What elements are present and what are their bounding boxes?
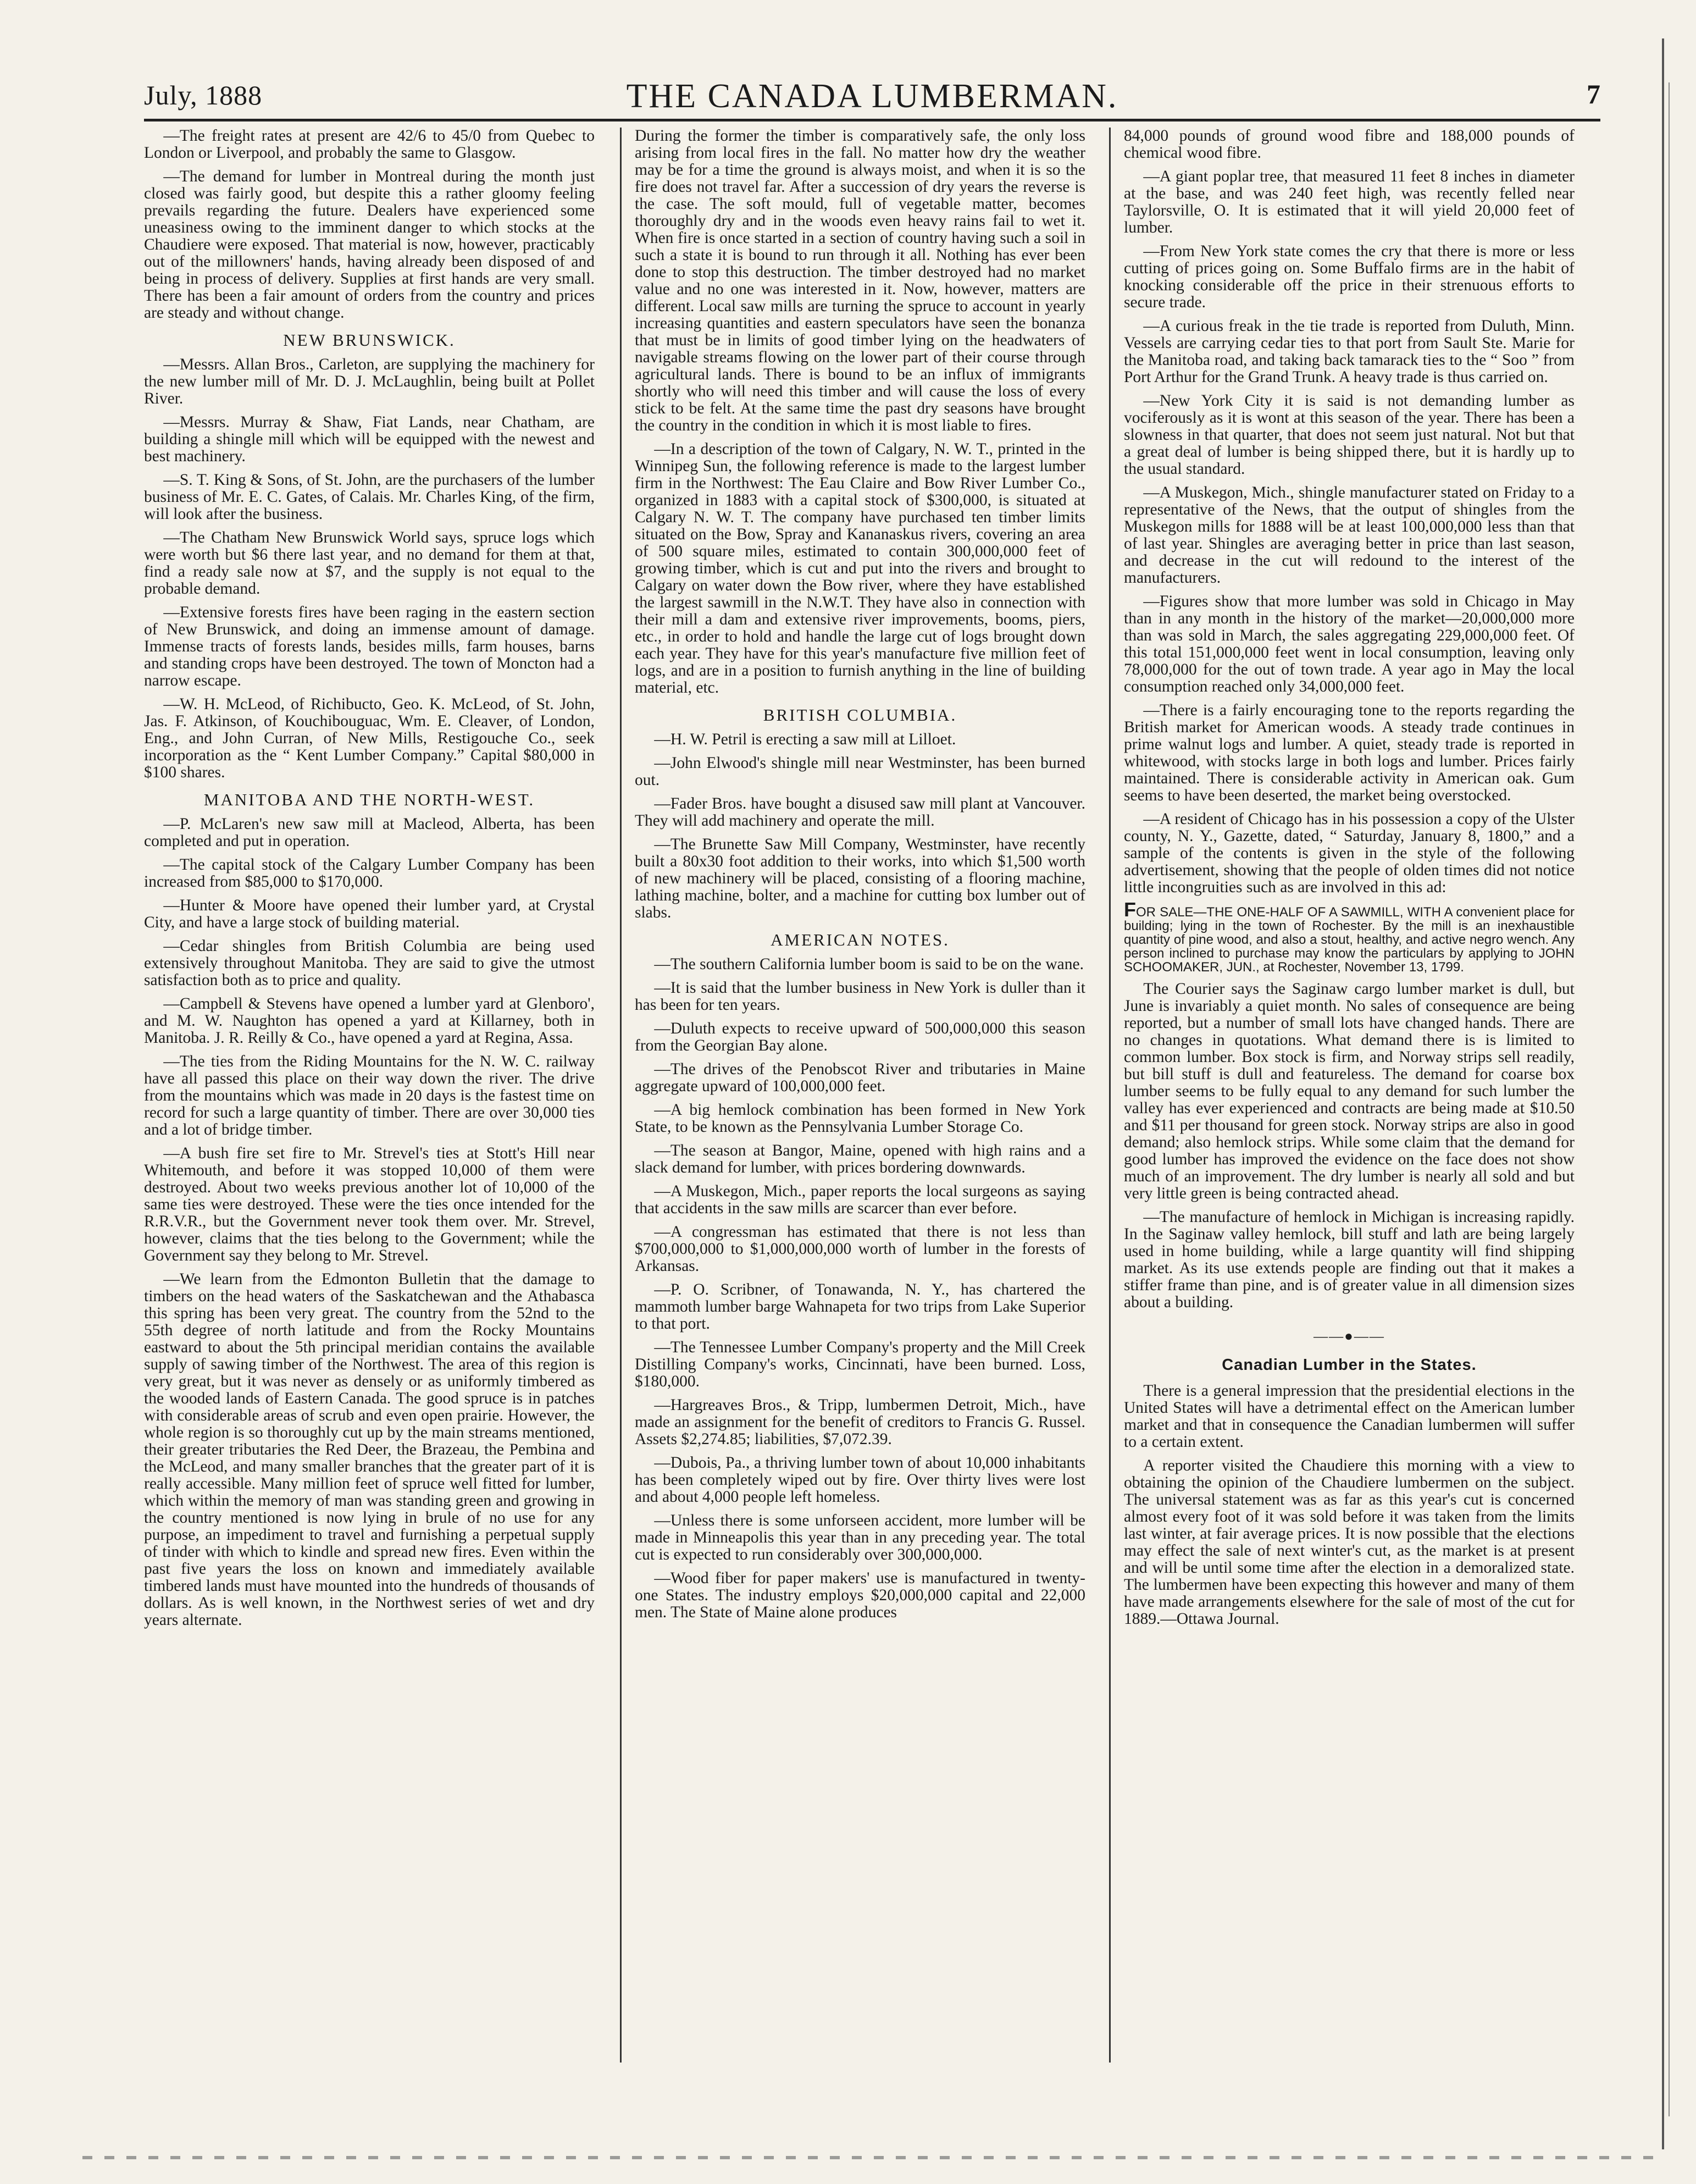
article-paragraph: —Hunter & Moore have opened their lumber yard, at Crystal City, and have a large stock of building material. xyxy=(144,897,595,931)
article-paragraph: —John Elwood's shingle mill near Westminster, has been burned out. xyxy=(635,754,1085,789)
article-paragraph: —The ties from the Riding Mountains for the N. W. C. railway have all passed this place on their way down the river. The drive from the mountains which was made in 20 days is the fastest time on record for such a large quantity of timber. There are over 30,000 ties and a lot of bridge timber. xyxy=(144,1053,595,1138)
article-paragraph: —From New York state comes the cry that there is more or less cutting of prices going on. Some Buffalo firms are in the habit of knocking considerable off the price in their strenuous efforts to secure trade. xyxy=(1124,242,1575,311)
article-paragraph: —A big hemlock combination has been formed in New York State, to be known as the Pennsylvania Lumber Storage Co. xyxy=(635,1101,1085,1136)
quoted-advertisement xyxy=(1124,898,1575,975)
article-paragraph: —In a description of the town of Calgary, N. W. T., printed in the Winnipeg Sun, the following reference is made to the largest lumber firm in the Northwest: The Eau Claire and Bow River Lumber Co., organized in 1883 with a capital stock of $300,000, is situated at Calgary N. W. T. The company have purchased ten timber limits situated on the Bow, Spray and Kananaskus rivers, covering an area of 500 square miles, estimated to contain 300,000,000 feet of growing timber, which is cut and put into the rivers and brought to Calgary on water down the Bow river, where they have established the largest sawmill in the N.W.T. They have also in connection with their mill a dam and extensive river improvements, booms, piers, etc., in order to hold and handle the large cut of logs brought down each year. They have for this year's manufacture five million feet of logs, and are in a position to furnish anything in the line of building material, etc. xyxy=(635,440,1085,696)
column-divider xyxy=(1109,128,1111,2063)
article-paragraph: —It is said that the lumber business in New York is duller than it has been for ten years. xyxy=(635,979,1085,1014)
article-paragraph: The Courier says the Saginaw cargo lumber market is dull, but June is invariably a quiet month. No sales of consequence are being reported, but a number of small lots have changed hands. There are no changes in quotations. What demand there is is limited to common lumber. Box stock is firm, and Norway strips sell readily, but bill stuff is dull and featureless. The demand for coarse box lumber seems to be fully equal to any demand for such lumber the valley has ever experienced and contracts are being made at $10.50 and $11 per thousand for green stock. Norway strips are also in good demand; also hemlock strips. While some claim that the demand for good lumber has improved the evidence on the face does not show much of an improvement. The dry lumber is nearly all sold and but very little green is being contracted ahead. xyxy=(1124,980,1575,1202)
article-paragraph: —P. McLaren's new saw mill at Macleod, Alberta, has been completed and put in operation. xyxy=(144,815,595,850)
article-paragraph: —Campbell & Stevens have opened a lumber yard at Glenboro', and M. W. Naughton has opened a yard at Killarney, both in Manitoba. J. R. Reilly & Co., have opened a yard at Regina, Assa. xyxy=(144,995,595,1047)
article-paragraph: —The drives of the Penobscot River and tributaries in Maine aggregate upward of 100,000,000 feet. xyxy=(635,1060,1085,1095)
article-paragraph: —Wood fiber for paper makers' use is manufactured in twenty-one States. The industry employs $20,000,000 capital and 22,000 men. The State of Maine alone produces xyxy=(635,1569,1085,1621)
page-edge-rule xyxy=(1662,38,1664,2149)
section-heading: AMERICAN NOTES. xyxy=(771,930,950,949)
article-paragraph: —A resident of Chicago has in his possession a copy of the Ulster county, N. Y., Gazette, dated, “ Saturday, January 8, 1800,” and a sample of the contents is given in the style of the following advertisement, showing that the people of olden times did not notice little incongruities such as are involved in this ad: xyxy=(1124,810,1575,896)
advertisement-text: OR SALE—THE ONE-HALF OF A SAWMILL, WITH A convenient place for building; lying in the town of Rochester. By the mill is an inexhaustible quantity of pine wood, and also a stout, healthy, and active negro wench. Any person inclined to purchase may know the particulars by applying to JOHN SCHOOMAKER, JUN., at Rochester, November 13, 1799. xyxy=(1124,905,1575,975)
column-2 xyxy=(635,128,1085,1628)
drop-cap: F xyxy=(1124,898,1136,921)
article-paragraph: —The season at Bangor, Maine, opened with high rains and a slack demand for lumber, with prices bordering downwards. xyxy=(635,1142,1085,1176)
article-paragraph: —A Muskegon, Mich., shingle manufacturer stated on Friday to a representative of the News, that the output of shingles from the Muskegon mills for 1888 will be at least 100,000,000 less than that of last year. Shingles are averaging better in price than last season, and decrease in the cut will redound to the interest of the manufacturers. xyxy=(1124,484,1575,587)
article-paragraph: —The demand for lumber in Montreal during the month just closed was fairly good, but despite this a rather gloomy feeling prevails regarding the future. Dealers have experienced some uneasiness owing to the imminent danger to which stocks at the Chaudiere were exposed. That material is now, however, practicably out of the millowners' hands, having already been disposed of and being in process of delivery. Supplies at first hands are very small. There has been a fair amount of orders from the country and prices are steady and without change. xyxy=(144,168,595,322)
article-paragraph: —Fader Bros. have bought a disused saw mill plant at Vancouver. They will add machinery and operate the mill. xyxy=(635,795,1085,830)
section-heading: NEW BRUNSWICK. xyxy=(283,330,456,350)
article-paragraph: —S. T. King & Sons, of St. John, are the purchasers of the lumber business of Mr. E. C. Gates, of Calais. Mr. Charles King, of the firm, will look after the business. xyxy=(144,471,595,523)
page-number: 7 xyxy=(1587,79,1600,109)
article-paragraph: —The Brunette Saw Mill Company, Westminster, have recently built a 80x30 foot addition to their works, into which $1,500 worth of new machinery will be placed, consisting of a flooring machine, lathing machine, bolter, and a machine for cutting box lumber out of slabs. xyxy=(635,836,1085,921)
article-paragraph: —Hargreaves Bros., & Tripp, lumbermen Detroit, Mich., have made an assignment for the benefit of creditors to Francis G. Russel. Assets $2,274.85; liabilities, $7,072.39. xyxy=(635,1396,1085,1448)
article-paragraph: —Duluth expects to receive upward of 500,000,000 this season from the Georgian Bay alone. xyxy=(635,1020,1085,1054)
article-paragraph: There is a general impression that the presidential elections in the United States will have a detrimental effect on the American lumber market and that in consequence the Canadian lumbermen will suffer to a certain extent. xyxy=(1124,1382,1575,1451)
article-paragraph: —Figures show that more lumber was sold in Chicago in May than in any month in the history of the market—20,000,000 more than was sold in March, the sales aggregating 229,000,000 feet. Of this total 151,000,000 feet went in local consumption, leaving only 78,000,000 for the out of town trade. A year ago in May the local consumption reached only 34,000,000 feet. xyxy=(1124,593,1575,695)
article-paragraph: —A bush fire set fire to Mr. Strevel's ties at Stott's Hill near Whitemouth, and before it was stopped 10,000 of them were destroyed. About two weeks previous another lot of 10,000 of the same ties were destroyed. These were the ties once intended for the R.R.V.R., but the Government never took them over. Mr. Strevel, however, claims that the ties belong to the Government; while the Government say they belong to Mr. Strevel. xyxy=(144,1144,595,1264)
article-paragraph: —Unless there is some unforseen accident, more lumber will be made in Minneapolis this year than in any preceding year. The total cut is expected to run considerably over 300,000,000. xyxy=(635,1512,1085,1563)
article-paragraph: —A Muskegon, Mich., paper reports the local surgeons as saying that accidents in the saw mills are scarcer than ever before. xyxy=(635,1182,1085,1217)
article-paragraph: —There is a fairly encouraging tone to the reports regarding the British market for American woods. A steady trade continues in prime walnut logs and lumber. A quiet, steady trade is reported in whitewood, with stocks large in both logs and lumber. Prices fairly maintained. There is considerable activity in American oak. Gum seems to have been deserted, the market being overstocked. xyxy=(1124,701,1575,804)
article-paragraph: —We learn from the Edmonton Bulletin that the damage to timbers on the head waters of the Saskatchewan and the Athabasca this spring has been very great. The country from the 52nd to the 55th degree of north latitude and from the Rocky Mountains eastward to about the 5th principal meridian contains the available supply of sawing timber of the Northwest. The area of this region is very great, but it was never as densely or as uniformly timbered as the wooded lands of Eastern Canada. The good spruce is in patches with considerable areas of scrub and even open prairie. However, the whole region is so thoroughly cut up by the main streams mentioned, their greater tributaries the Red Deer, the Brazeau, the Pembina and the McLeod, and many smaller branches that the greater part of it is really accessible. Many million feet of spruce well fitted for lumber, which within the memory of man was standing green and growing in the country mentioned is now lying in brule of no use for any purpose, an impediment to travel and furnishing a perpetual supply of tinder with which to kindle and spread new fires. Even within the past five years the loss on known and immediately available timbered lands must have mounted into the hundreds of thousands of dollars. As is well known, in the Northwest series of wet and dry years alternate. xyxy=(144,1270,595,1629)
bottom-edge-rule xyxy=(82,2156,1665,2159)
article-paragraph: —New York City it is said is not demanding lumber as vociferously as it is wont at this season of the year. There has been a slowness in that quarter, that does not seem just natural. Not but that a great deal of lumber is being shipped there, but it is hardly up to the usual standard. xyxy=(1124,392,1575,478)
column-3 xyxy=(1124,128,1575,1634)
article-paragraph: 84,000 pounds of ground wood fibre and 188,000 pounds of chemical wood fibre. xyxy=(1124,127,1575,162)
article-paragraph: —P. O. Scribner, of Tonawanda, N. Y., has chartered the mammoth lumber barge Wahnapeta for two trips from Lake Superior to that port. xyxy=(635,1281,1085,1332)
newspaper-title: THE CANADA LUMBERMAN. xyxy=(626,78,1118,115)
article-paragraph: —Extensive forests fires have been raging in the eastern section of New Brunswick, and doing an immense amount of damage. Immense tracts of forests lands, besides mills, farm houses, barns and standing crops have been destroyed. The town of Moncton had a narrow escape. xyxy=(144,604,595,689)
article-paragraph: —Messrs. Allan Bros., Carleton, are supplying the machinery for the new lumber mill of Mr. D. J. McLaughlin, being built at Pollet River. xyxy=(144,356,595,407)
article-paragraph: —W. H. McLeod, of Richibucto, Geo. K. McLeod, of St. John, Jas. F. Atkinson, of Kouchibouguac, Wm. E. Cleaver, of London, Eng., and John Curran, of New Mills, Restigouche Co., seek incorporation as the “ Kent Lumber Company.” Capital $80,000 in $100 shares. xyxy=(144,695,595,781)
section-heading: BRITISH COLUMBIA. xyxy=(763,705,957,725)
article-paragraph: —The manufacture of hemlock in Michigan is increasing rapidly. In the Saginaw valley hemlock, bill stuff and lath are being largely used in home building, while a large quantity will find shipping market. As its use extends people are finding out that it makes a stiffer frame than pine, and is of greater value in all dimension sizes about a building. xyxy=(1124,1208,1575,1311)
article-paragraph: —Messrs. Murray & Shaw, Fiat Lands, near Chatham, are building a shingle mill which will be equipped with the newest and best machinery. xyxy=(144,413,595,465)
article-paragraph: —H. W. Petril is erecting a saw mill at Lilloet. xyxy=(654,731,956,748)
column-divider xyxy=(620,128,622,2063)
article-paragraph: —The Chatham New Brunswick World says, spruce logs which were worth but $6 there last year, and no demand for them at that, find a ready sale now at $7, and the supply is not equal to the probable demand. xyxy=(144,529,595,598)
page-edge-rule-secondary xyxy=(1669,82,1670,2116)
section-ornament: ——●—— xyxy=(1313,1328,1385,1344)
section-heading: Canadian Lumber in the States. xyxy=(1222,1356,1477,1374)
article-paragraph: —A curious freak in the tie trade is reported from Duluth, Minn. Vessels are carrying cedar ties to that port from Sault Ste. Marie for the Manitoba road, and taking back tamarack ties to the “ Soo ” from Port Arthur for the Grand Trunk. A heavy trade is thus carried on. xyxy=(1124,317,1575,386)
article-paragraph: —Cedar shingles from British Columbia are being used extensively throughout Manitoba. They are said to give the utmost satisfaction both as to price and quality. xyxy=(144,937,595,989)
article-paragraph: A reporter visited the Chaudiere this morning with a view to obtaining the opinion of the Chaudiere lumbermen on the subject. The universal statement was as far as this year's cut is concerned almost every foot of it was sold before it was taken from the limits last winter, at fair average prices. It is now possible that the elections may effect the sale of next winter's cut, as the market is at present and will be until some time after the election in a demoralized state. The lumbermen have been expecting this however and many of them have made arrangements elsewhere for the sale of most of the cut for 1889.—Ottawa Journal. xyxy=(1124,1457,1575,1628)
column-1 xyxy=(144,128,595,1635)
article-paragraph: —The capital stock of the Calgary Lumber Company has been increased from $85,000 to $170,000. xyxy=(144,856,595,891)
section-heading: MANITOBA AND THE NORTH-WEST. xyxy=(203,790,535,809)
article-paragraph: —The Tennessee Lumber Company's property and the Mill Creek Distilling Company's works, Cincinnati, have been burned. Loss, $180,000. xyxy=(635,1339,1085,1390)
article-paragraph: —The southern California lumber boom is said to be on the wane. xyxy=(654,955,1084,973)
article-paragraph: —A congressman has estimated that there is not less than $700,000,000 to $1,000,000,000 worth of lumber in the forests of Arkansas. xyxy=(635,1223,1085,1275)
article-paragraph: —The freight rates at present are 42/6 to 45/0 from Quebec to London or Liverpool, and probably the same to Glasgow. xyxy=(144,127,595,162)
article-paragraph: —A giant poplar tree, that measured 11 feet 8 inches in diameter at the base, and was 240 feet high, was recently felled near Taylorsville, O. It is estimated that it will yield 20,000 feet of lumber. xyxy=(1124,168,1575,236)
masthead xyxy=(144,75,1600,121)
issue-date: July, 1888 xyxy=(144,80,263,110)
article-paragraph: During the former the timber is comparatively safe, the only loss arising from local fires in the fall. No matter how dry the weather may be for a time the ground is always moist, and when it is so the fire does not travel far. After a succession of dry years the reverse is the case. The soft mould, full of vegetable matter, becomes thoroughly dry and in the woods even heavy rains fail to wet it. When fire is once started in a section of country having such a soil in such a state it is bound to run through it all. Nothing has ever been done to stop this destruction. The timber destroyed had no market value and no one was interested in it. Now, however, matters are different. Local saw mills are turning the spruce to account in yearly increasing quantities and eastern speculators have seen the bonanza that must be in limits of good timber lying on the headwaters of navigable streams flowing on the lower part of their course through agricultural lands. There is bound to be an influx of immigrants shortly who will need this timber and will cause the loss of every stick to be felt. At the same time the past dry seasons have brought the country in the condition in which it is most liable to fires. xyxy=(635,127,1085,434)
article-paragraph: —Dubois, Pa., a thriving lumber town of about 10,000 inhabitants has been completely wiped out by fire. Over thirty lives were lost and about 4,000 people left homeless. xyxy=(635,1454,1085,1506)
